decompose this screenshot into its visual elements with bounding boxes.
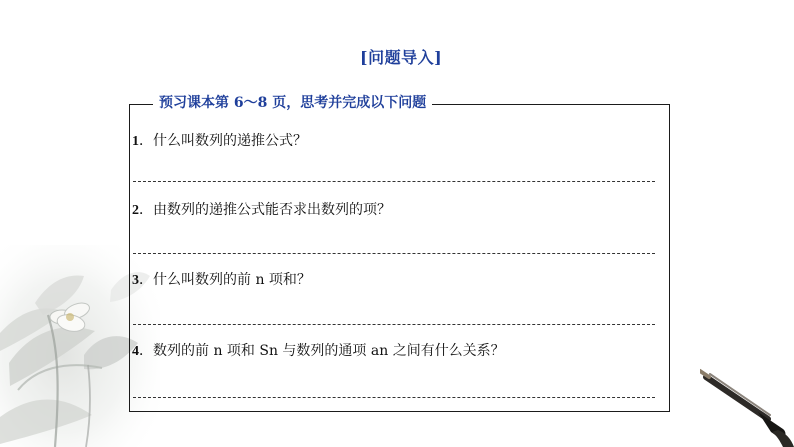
question-4 [132, 341, 505, 362]
question-2-number: 2 [132, 203, 139, 218]
question-4-text: ．数列的前 n 项和 Sn 与数列的通项 an 之间有什么关系？ [139, 343, 505, 359]
answer-line-2 [133, 253, 655, 254]
question-4-number: 4 [132, 344, 139, 359]
question-3 [132, 270, 311, 291]
answer-line-4 [133, 397, 655, 398]
calligraphy-brush-icon [700, 363, 794, 447]
question-3-number: 3 [132, 273, 139, 288]
question-3-text: ．什么叫数列的前 n 项和？ [139, 272, 311, 288]
answer-line-1 [133, 181, 655, 182]
question-1 [132, 131, 307, 152]
frame-caption: 预习课本第 6～8 页，思考并完成以下问题 [153, 93, 432, 113]
answer-line-3 [133, 324, 655, 325]
question-2-text: ．由数列的递推公式能否求出数列的项？ [139, 202, 391, 218]
section-title: [问题导入] [360, 48, 443, 67]
question-1-number: 1 [132, 134, 139, 149]
question-1-text: ．什么叫数列的递推公式？ [139, 133, 307, 149]
question-2 [132, 200, 391, 221]
